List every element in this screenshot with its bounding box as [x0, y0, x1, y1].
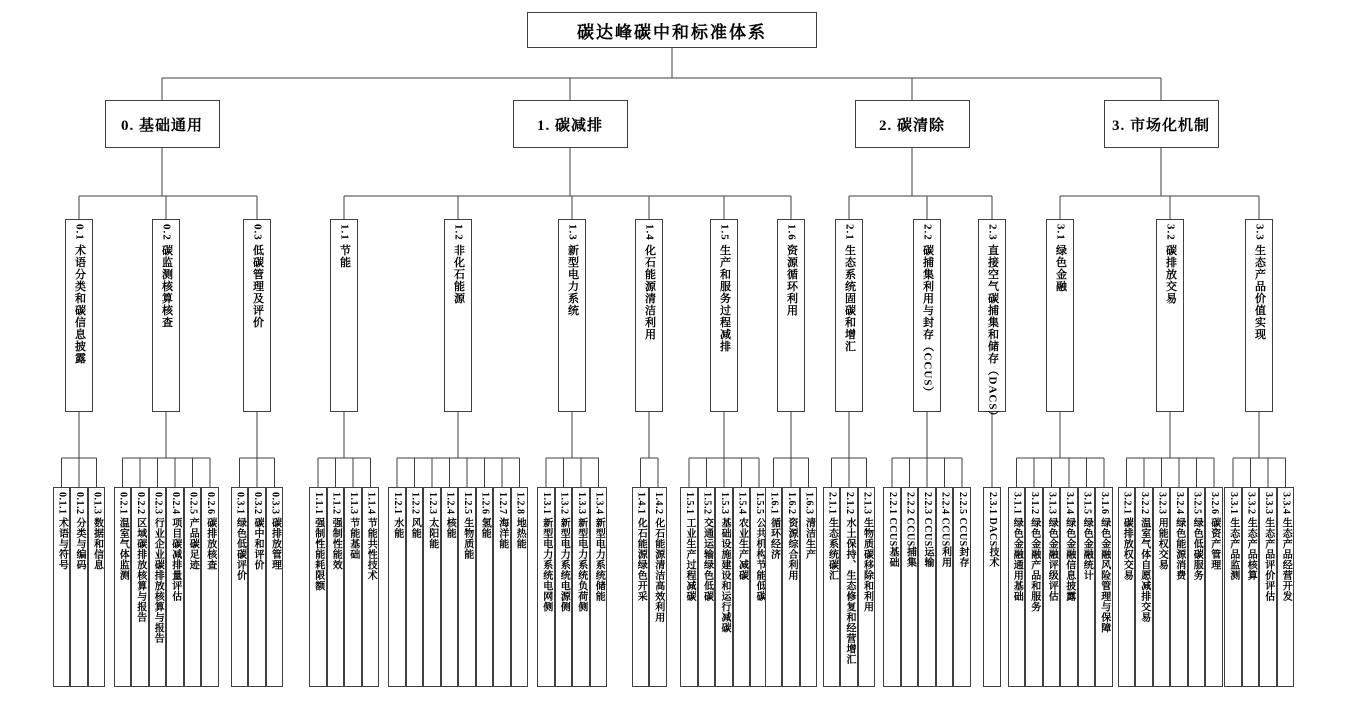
category-box-3-1 [1046, 219, 1074, 412]
category-box-0-3 [243, 219, 271, 412]
leaf-box-1-3-3-label: 1.3.3 新型电力系统负荷侧 [575, 492, 587, 612]
category-box-0-2 [152, 219, 180, 412]
leaf-box-1-4-1 [632, 487, 650, 687]
category-box-1-6-label: 1.6 资源循环利用 [785, 224, 798, 317]
leaf-box-1-3-4 [590, 487, 608, 687]
leaf-box-2-1-3 [858, 487, 876, 687]
leaf-box-2-2-1-label: 2.2.1 CCUS基础 [887, 492, 898, 568]
leaf-box-1-2-3-label: 1.2.3 太阳能 [426, 492, 438, 549]
category-box-1-3-label: 1.3 新型电力系统 [566, 224, 579, 317]
leaf-box-3-1-3 [1043, 487, 1061, 687]
leaf-box-1-5-1 [680, 487, 698, 687]
category-box-2-1-label: 2.1 生态系统固碳和增汇 [843, 224, 856, 353]
leaf-box-2-2-4-label: 2.2.4 CCUS利用 [939, 492, 951, 568]
leaf-box-3-1-4-label: 3.1.4 绿色金融信息披露 [1063, 492, 1075, 602]
leaf-box-0-1-3 [88, 487, 106, 687]
leaf-box-0-2-5-label: 0.2.5 产品碳足迹 [187, 492, 199, 570]
leaf-box-1-6-3-label: 1.6.3 清洁生产 [803, 492, 815, 560]
category-box-3-3-label: 3.3 生态产品价值实现 [1253, 224, 1266, 341]
leaf-box-0-2-2 [131, 487, 149, 687]
category-box-1-1-label: 1.1 节能 [338, 224, 351, 269]
category-box-2-3 [978, 219, 1006, 423]
category-box-2-3-label: 2.3 直接空气碳捕集和储存（DACS） [986, 224, 999, 423]
leaf-box-3-1-2-label: 3.1.2 绿色金融产品和服务 [1028, 492, 1040, 612]
leaf-box-1-2-6-label: 1.2.6 氢能 [479, 492, 491, 539]
leaf-box-1-2-4 [441, 487, 459, 687]
leaf-box-1-2-5-label: 1.2.5 生物质能 [461, 492, 473, 560]
leaf-box-3-1-5-label: 3.1.5 绿色金融统计 [1081, 492, 1093, 581]
category-box-0-1-label: 0.1 术语分类和碳信息披露 [73, 224, 86, 365]
leaf-box-3-3-2 [1242, 487, 1260, 687]
category-box-0-3-label: 0.3 低碳管理及评价 [251, 224, 264, 329]
leaf-box-0-2-4-label: 0.2.4 项目碳减排量评估 [169, 492, 181, 602]
leaf-box-1-5-2-label: 1.5.2 交通运输绿色低碳 [701, 492, 713, 602]
category-box-1-2 [444, 219, 472, 412]
leaf-box-1-1-2 [327, 487, 345, 687]
root-label: 碳达峰碳中和标准体系 [577, 22, 767, 42]
leaf-box-1-4-2-label: 1.4.2 化石能源清洁高效利用 [652, 492, 664, 623]
leaf-box-2-2-4 [936, 487, 954, 687]
category-box-1-1 [330, 219, 358, 412]
leaf-box-1-1-3 [344, 487, 362, 687]
root-box [527, 12, 817, 48]
leaf-box-2-2-5 [953, 487, 971, 687]
leaf-box-1-5-3 [715, 487, 733, 687]
leaf-box-3-1-4 [1060, 487, 1078, 687]
category-box-0-1 [65, 219, 93, 412]
leaf-box-0-1-1 [53, 487, 71, 687]
leaf-box-1-2-2 [406, 487, 424, 687]
category-box-1-3 [558, 219, 586, 412]
category-box-3-2 [1156, 219, 1184, 412]
leaf-box-0-1-2 [70, 487, 88, 687]
leaf-box-3-2-2-label: 3.2.2 温室气体自愿减排交易 [1138, 492, 1150, 623]
leaf-box-3-1-1 [1008, 487, 1026, 687]
leaf-box-3-3-3 [1259, 487, 1277, 687]
category-box-2-1 [835, 219, 863, 412]
leaf-box-1-2-6 [476, 487, 494, 687]
leaf-box-1-5-1-label: 1.5.1 工业生产过程减碳 [684, 492, 695, 602]
category-box-1-2-label: 1.2 非化石能源 [452, 224, 465, 305]
leaf-box-2-2-1 [883, 487, 901, 687]
leaf-box-3-2-6-label: 3.2.6 碳资产管理 [1208, 492, 1220, 570]
leaf-box-1-4-2 [649, 487, 667, 687]
leaf-box-1-1-4 [362, 487, 380, 687]
leaf-box-1-2-7-label: 1.2.7 海洋能 [496, 492, 508, 549]
leaf-box-0-2-3-label: 0.2.3 行业企业碳排放核算与报告 [152, 492, 164, 644]
leaf-box-0-2-1 [114, 487, 132, 687]
category-box-1-6 [777, 219, 805, 412]
leaf-box-1-2-8 [511, 487, 529, 687]
leaf-box-1-5-5-label: 1.5.5 公共机构节能低碳 [754, 492, 765, 602]
leaf-box-1-3-1-label: 1.3.1 新型电力系统电网侧 [540, 492, 552, 612]
leaf-box-1-2-3 [423, 487, 441, 687]
leaf-box-3-3-4 [1277, 487, 1295, 687]
branch-box-0 [105, 100, 220, 148]
category-box-2-2-label: 2.2 碳捕集利用与封存（CCUS） [921, 224, 934, 399]
leaf-box-1-6-1 [765, 487, 783, 687]
leaf-box-1-1-1-label: 1.1.1 强制性能耗限额 [312, 492, 324, 591]
category-box-1-5-label: 1.5 生产和服务过程减排 [718, 224, 731, 353]
category-box-3-2-label: 3.2 碳排放交易 [1164, 224, 1177, 305]
leaf-box-2-3-1-label: 2.3.1 DACS技术 [987, 492, 998, 568]
leaf-box-2-2-3-label: 2.2.3 CCUS运输 [922, 492, 933, 568]
leaf-box-3-2-5-label: 3.2.5 绿色低碳服务 [1191, 492, 1203, 581]
leaf-box-0-3-1-label: 0.3.1 绿色低碳评价 [234, 492, 246, 581]
leaf-box-1-2-1-label: 1.2.1 水能 [391, 492, 403, 539]
leaf-box-3-2-3-label: 3.2.3 用能权交易 [1156, 492, 1168, 570]
leaf-box-0-2-3 [149, 487, 167, 687]
leaf-box-3-2-4-label: 3.2.4 绿色能源消费 [1173, 492, 1185, 581]
leaf-box-3-1-5 [1078, 487, 1096, 687]
leaf-box-3-2-3 [1153, 487, 1171, 687]
leaf-box-0-2-5 [184, 487, 202, 687]
leaf-box-3-2-5 [1188, 487, 1206, 687]
category-box-1-4 [635, 219, 663, 412]
branch-box-3-label: 3. 市场化机制 [1111, 117, 1210, 134]
leaf-box-3-3-3-label: 3.3.3 生态产品评价评估 [1262, 492, 1274, 602]
leaf-box-2-3-1 [983, 487, 1001, 687]
leaf-box-1-2-4-label: 1.2.4 核能 [444, 492, 456, 539]
leaf-box-0-1-1-label: 0.1.1 术语与符号 [56, 492, 68, 570]
leaf-box-3-2-4 [1170, 487, 1188, 687]
leaf-box-3-1-6-label: 3.1.6 绿色金融风险管理与保障 [1098, 492, 1110, 633]
leaf-box-1-5-4-label: 1.5.4 农业生产减碳 [736, 492, 748, 581]
leaf-box-0-2-6 [201, 487, 219, 687]
leaf-box-2-1-1-label: 2.1.1 生态系统碳汇 [826, 492, 838, 581]
leaf-box-0-1-2-label: 0.1.2 分类与编码 [74, 492, 85, 570]
category-box-1-5 [710, 219, 738, 412]
leaf-box-0-3-2 [248, 487, 266, 687]
leaf-box-1-3-1 [537, 487, 555, 687]
leaf-box-3-1-6 [1095, 487, 1113, 687]
leaf-box-1-1-4-label: 1.1.4 节能共性技术 [365, 492, 377, 581]
leaf-box-1-6-1-label: 1.6.1 循环经济 [768, 492, 780, 560]
leaf-box-3-2-2 [1135, 487, 1153, 687]
leaf-box-1-6-2 [782, 487, 800, 687]
category-box-2-2 [913, 219, 941, 412]
branch-box-1 [513, 100, 628, 148]
leaf-box-0-3-2-label: 0.3.2 碳中和评价 [252, 492, 263, 570]
leaf-box-1-6-3 [800, 487, 818, 687]
leaf-box-0-1-3-label: 0.1.3 数据和信息 [91, 492, 103, 570]
leaf-box-3-2-6 [1205, 487, 1223, 687]
leaf-box-2-1-3-label: 2.1.3 生物质碳移除和利用 [861, 492, 873, 612]
category-box-0-2-label: 0.2 碳监测核算核查 [160, 224, 173, 329]
leaf-box-2-2-2-label: 2.2.2 CCUS捕集 [904, 492, 916, 568]
leaf-box-2-1-2 [840, 487, 858, 687]
category-box-1-4-label: 1.4 化石能源清洁利用 [643, 224, 656, 341]
leaf-box-1-3-2 [555, 487, 573, 687]
leaf-box-2-2-3 [918, 487, 936, 687]
category-box-3-3 [1245, 219, 1273, 412]
leaf-box-3-1-2 [1025, 487, 1043, 687]
leaf-box-0-3-3-label: 0.3.3 碳排放管理 [269, 492, 281, 570]
branch-box-1-label: 1. 碳减排 [536, 117, 603, 134]
leaf-box-3-2-1 [1118, 487, 1136, 687]
leaf-box-1-1-3-label: 1.1.3 节能基础 [347, 492, 359, 560]
leaf-box-1-5-3-label: 1.5.3 基础设施建设和运行减碳 [719, 492, 730, 633]
leaf-box-0-2-6-label: 0.2.6 碳排放核查 [204, 492, 216, 570]
leaf-box-1-2-8-label: 1.2.8 地热能 [514, 492, 526, 549]
branch-box-0-label: 0. 基础通用 [120, 117, 203, 134]
branch-box-3 [1104, 100, 1219, 148]
leaf-box-0-2-2-label: 0.2.2 区域碳排放核算与报告 [134, 492, 146, 623]
leaf-box-3-1-3-label: 3.1.3 绿色金融评级评估 [1046, 492, 1058, 602]
leaf-box-1-2-1 [388, 487, 406, 687]
leaf-box-1-2-7 [493, 487, 511, 687]
leaf-box-3-3-2-label: 3.3.2 生态产品核算 [1245, 492, 1257, 581]
leaf-box-1-3-4-label: 1.3.4 新型电力系统储能 [593, 492, 605, 602]
leaf-box-3-3-1 [1224, 487, 1242, 687]
leaf-box-1-5-4 [733, 487, 751, 687]
leaf-box-2-2-5-label: 2.2.5 CCUS封存 [957, 492, 968, 568]
leaf-box-1-1-1 [309, 487, 327, 687]
leaf-box-3-2-1-label: 3.2.1 碳排放权交易 [1121, 492, 1133, 581]
leaf-box-0-2-1-label: 0.2.1 温室气体监测 [117, 492, 129, 581]
leaf-box-3-3-4-label: 3.3.4 生态产品经营开发 [1280, 492, 1292, 602]
leaf-box-1-5-2 [698, 487, 716, 687]
leaf-box-1-2-5 [458, 487, 476, 687]
leaf-box-2-1-1 [823, 487, 841, 687]
leaf-box-3-3-1-label: 3.3.1 生态产品监测 [1227, 492, 1239, 581]
leaf-box-1-3-3 [572, 487, 590, 687]
leaf-box-0-3-3 [266, 487, 284, 687]
leaf-box-3-1-1-label: 3.1.1 绿色金融通用基础 [1011, 492, 1023, 602]
category-box-3-1-label: 3.1 绿色金融 [1054, 224, 1067, 293]
leaf-box-1-2-2-label: 1.2.2 风能 [409, 492, 421, 539]
branch-box-2 [855, 100, 970, 148]
leaf-box-0-3-1 [231, 487, 249, 687]
leaf-box-0-2-4 [166, 487, 184, 687]
leaf-box-1-6-2-label: 1.6.2 资源综合利用 [786, 492, 797, 581]
leaf-box-1-3-2-label: 1.3.2 新型电力系统电源侧 [558, 492, 570, 612]
leaf-box-2-2-2 [901, 487, 919, 687]
leaf-box-1-1-2-label: 1.1.2 强制性能效 [330, 492, 342, 570]
leaf-box-2-1-2-label: 2.1.2 水土保持、生态修复和经营增汇 [844, 492, 855, 665]
branch-box-2-label: 2. 碳清除 [878, 117, 945, 134]
leaf-box-1-4-1-label: 1.4.1 化石能源绿色开采 [635, 492, 647, 602]
